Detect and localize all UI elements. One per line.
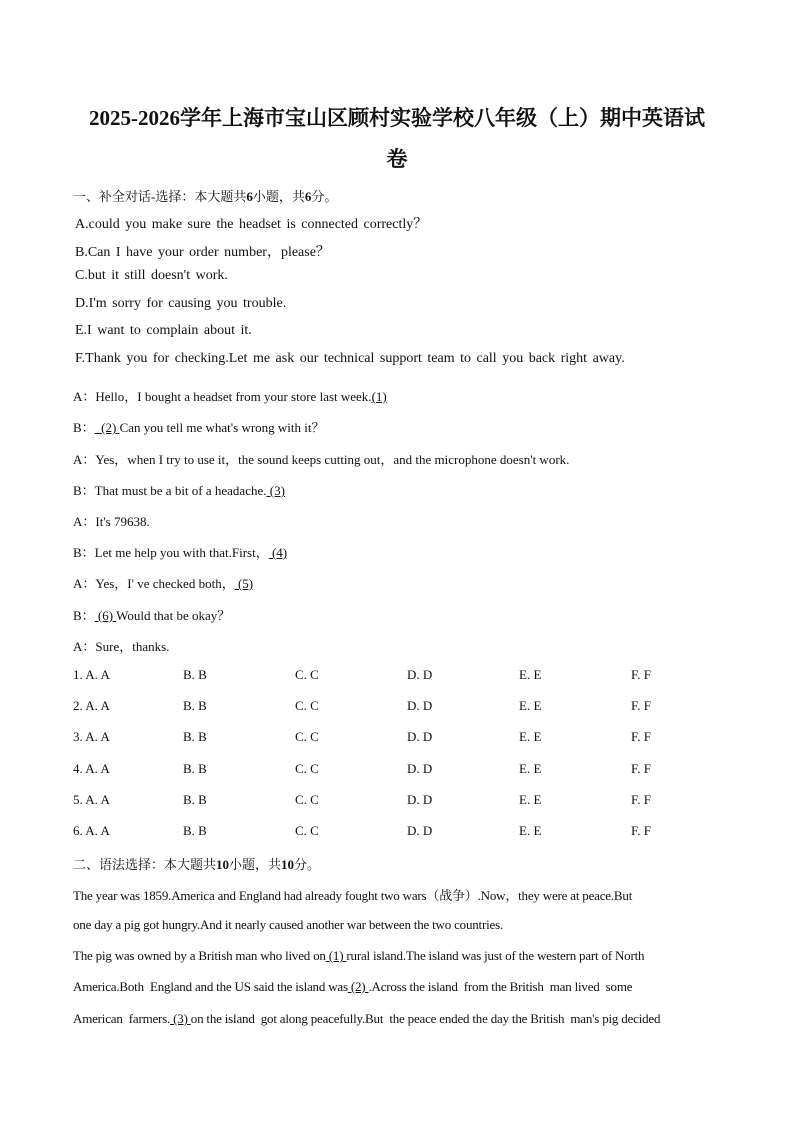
choice-e[interactable]: E. E [519, 698, 542, 713]
option-f: F.Thank you for checking.Let me ask our technical support team to call you back right away. [75, 351, 625, 366]
choice-f[interactable]: F. F [631, 729, 651, 744]
choice-a[interactable]: 2. A. A [73, 698, 110, 713]
choice-e[interactable]: E. E [519, 729, 542, 744]
choice-a[interactable]: 1. A. A [73, 667, 110, 682]
choice-c[interactable]: C. C [295, 698, 319, 713]
choice-d[interactable]: D. D [407, 698, 433, 713]
section-2-heading: 二、语法选择：本大题共10小题，共10分。 [73, 857, 321, 872]
dialogue-line: A：Yes，I' ve checked both， (5) [73, 576, 254, 591]
question-3-choices [73, 729, 713, 747]
choice-c[interactable]: C. C [295, 729, 319, 744]
choice-e[interactable]: E. E [519, 761, 542, 776]
question-5-choices [73, 792, 713, 810]
option-c: C.but it still doesn't work. [75, 268, 228, 283]
choice-b[interactable]: B. B [183, 729, 207, 744]
choice-a[interactable]: 6. A. A [73, 823, 110, 838]
blank-4: (4) [268, 545, 288, 560]
passage-line: America.Both England and the US said the island was (2) .Across the island from the British man lived some [73, 979, 633, 994]
passage-line: American farmers. (3) on the island got along peacefully.But the peace ended the day the British man's pig decided [73, 1011, 661, 1026]
section-1-heading: 一、补全对话-选择：本大题共6小题，共6分。 [73, 189, 338, 204]
choice-e[interactable]: E. E [519, 823, 542, 838]
choice-f[interactable]: F. F [631, 823, 651, 838]
blank-1: (1) [371, 389, 387, 404]
question-2-choices [73, 698, 713, 716]
choice-a[interactable]: 5. A. A [73, 792, 110, 807]
choice-a[interactable]: 4. A. A [73, 761, 110, 776]
choice-c[interactable]: C. C [295, 667, 319, 682]
dialogue-line: B： (6) Would that be okay？ [73, 608, 231, 623]
blank-2: (2) [94, 420, 120, 435]
blank-grammar-2: (2) [347, 979, 369, 994]
choice-a[interactable]: 3. A. A [73, 729, 110, 744]
choice-f[interactable]: F. F [631, 698, 651, 713]
dialogue-line: B： (2) Can you tell me what's wrong with it？ [73, 420, 325, 435]
page-title-continued: 卷 [386, 147, 408, 171]
dialogue-line: B：That must be a bit of a headache. (3) [73, 483, 285, 498]
choice-c[interactable]: C. C [295, 792, 319, 807]
choice-f[interactable]: F. F [631, 792, 651, 807]
choice-d[interactable]: D. D [407, 729, 433, 744]
question-6-choices [73, 823, 713, 841]
passage-line: The year was 1859.America and England had already fought two wars（战争）.Now，they were at peace.But [73, 888, 633, 903]
choice-d[interactable]: D. D [407, 792, 433, 807]
choice-b[interactable]: B. B [183, 792, 207, 807]
choice-d[interactable]: D. D [407, 761, 433, 776]
choice-f[interactable]: F. F [631, 761, 651, 776]
page-title: 2025-2026学年上海市宝山区顾村实验学校八年级（上）期中英语试 [89, 106, 705, 130]
choice-b[interactable]: B. B [183, 823, 207, 838]
option-e: E.I want to complain about it. [75, 323, 252, 338]
option-d: D.I'm sorry for causing you trouble. [75, 296, 287, 311]
blank-grammar-1: (1) [325, 948, 347, 963]
choice-d[interactable]: D. D [407, 823, 433, 838]
choice-d[interactable]: D. D [407, 667, 433, 682]
option-a: A.could you make sure the headset is connected correctly？ [75, 217, 428, 232]
blank-grammar-3: (3) [170, 1011, 191, 1026]
dialogue-line: A：Hello，I bought a headset from your store last week.(1) [73, 389, 387, 404]
passage-line: one day a pig got hungry.And it nearly caused another war between the two countries. [73, 917, 503, 932]
dialogue-line: A：Yes，when I try to use it，the sound keeps cutting out，and the microphone doesn't work. [73, 452, 570, 467]
dialogue-line: A：It's 79638. [73, 514, 150, 529]
question-4-choices [73, 761, 713, 779]
dialogue-line: B：Let me help you with that.First， (4) [73, 545, 288, 560]
choice-c[interactable]: C. C [295, 823, 319, 838]
option-b: B.Can I have your order number，please？ [75, 245, 330, 260]
choice-b[interactable]: B. B [183, 667, 207, 682]
passage-line: The pig was owned by a British man who lived on (1) rural island.The island was just of the western part of North [73, 948, 645, 963]
choice-f[interactable]: F. F [631, 667, 651, 682]
choice-e[interactable]: E. E [519, 792, 542, 807]
choice-b[interactable]: B. B [183, 761, 207, 776]
blank-3: (3) [266, 483, 285, 498]
dialogue-line: A：Sure，thanks. [73, 639, 170, 654]
choice-c[interactable]: C. C [295, 761, 319, 776]
blank-5: (5) [234, 576, 254, 591]
question-1-choices [73, 667, 713, 685]
choice-b[interactable]: B. B [183, 698, 207, 713]
blank-6: (6) [94, 608, 117, 623]
choice-e[interactable]: E. E [519, 667, 542, 682]
